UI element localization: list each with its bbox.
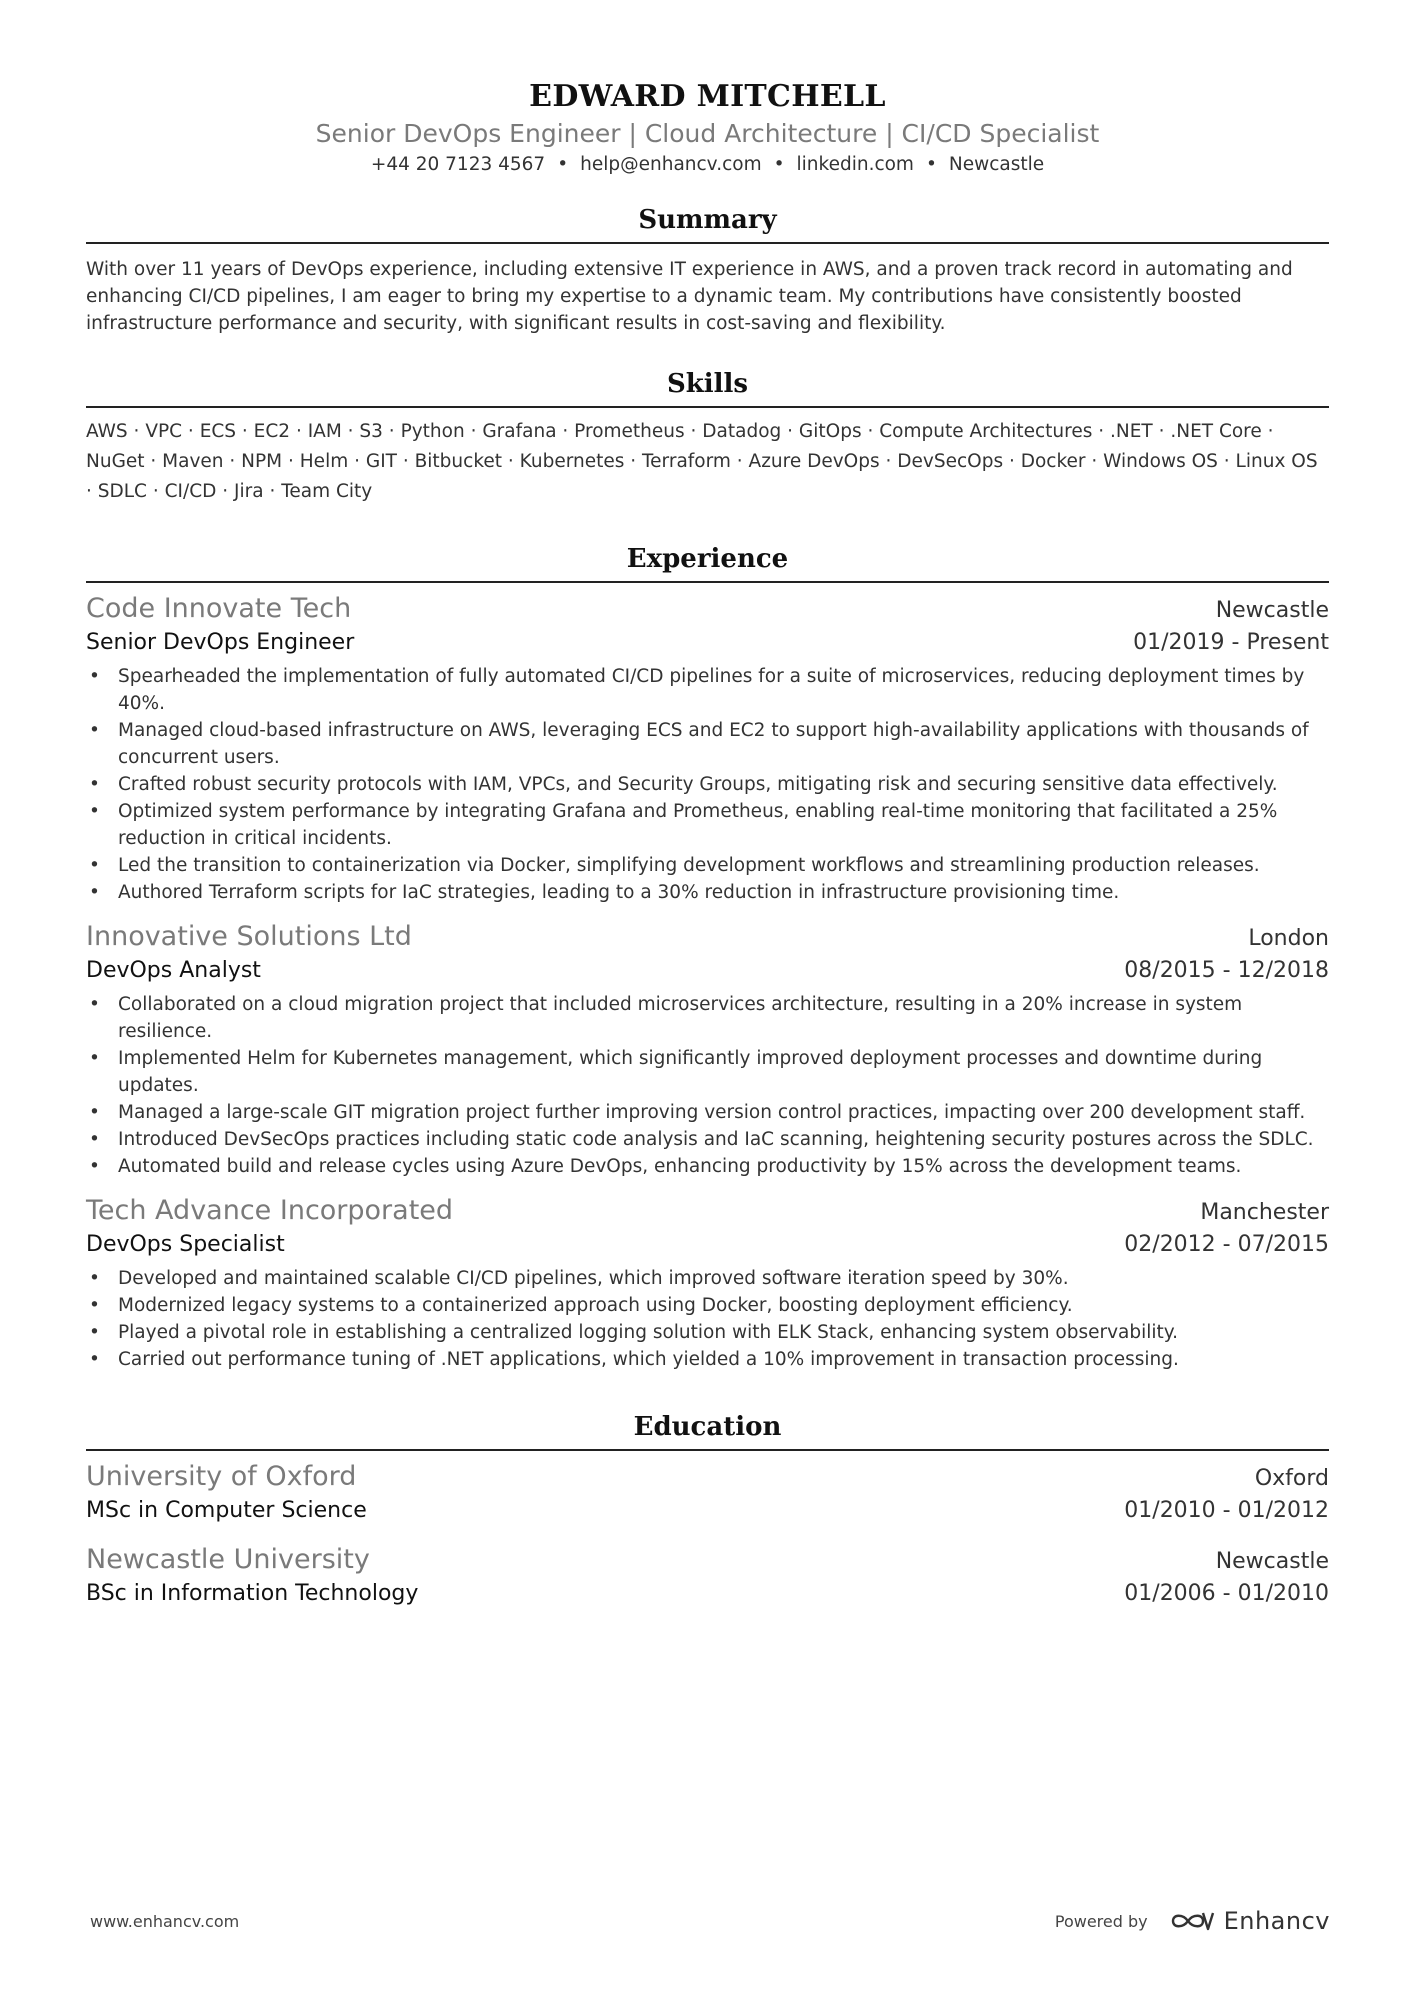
job-location: Newcastle	[1215, 598, 1329, 623]
bullet-icon: •	[89, 801, 100, 822]
list-item: • Led the transition to containerization via Docker, simplifying development workflows and streamlining production releases.	[86, 852, 1329, 879]
bullet-icon: •	[89, 1295, 100, 1316]
section-divider	[86, 581, 1329, 583]
experience-section	[86, 541, 1329, 1373]
job-location: Manchester	[1200, 1200, 1329, 1225]
separator-dot: •	[557, 154, 569, 175]
section-divider	[86, 1449, 1329, 1451]
job-title: DevOps Analyst	[86, 958, 261, 983]
summary-text: With over 11 years of DevOps experience, including extensive IT experience in AWS, and a proven track record in automating and enhancing CI/CD pipelines, I am eager to bring my expertise to a dynamic team. My contributions have consistently boosted infrastructure performance and security, with significant results in cost-saving and flexibility.	[86, 259, 1293, 334]
bullet-icon: •	[89, 1268, 100, 1289]
candidate-tagline: Senior DevOps Engineer | Cloud Architecture | CI/CD Specialist	[315, 119, 1100, 148]
powered-by-label: Powered by	[1054, 1911, 1148, 1931]
list-item: • Crafted robust security protocols with IAM, VPCs, and Security Groups, mitigating risk and securing sensitive data effectively.	[86, 771, 1329, 798]
section-title-education: Education	[633, 1412, 782, 1442]
bullet-icon: •	[89, 774, 100, 795]
school-name: University of Oxford	[86, 1461, 357, 1492]
bullet-icon: •	[89, 720, 100, 741]
skills-section	[86, 366, 1329, 507]
brand-logo[interactable]	[1170, 1907, 1330, 1935]
list-item: • Implemented Helm for Kubernetes management, which significantly improved deployment processes and downtime during updates.	[86, 1045, 1329, 1099]
location: Newcastle	[948, 154, 1045, 175]
list-item: • Managed a large-scale GIT migration project further improving version control practices, impacting over 200 development staff.	[86, 1099, 1329, 1126]
linkedin-link[interactable]: linkedin.com	[796, 154, 914, 175]
resume-header	[86, 0, 1329, 178]
list-item: • Collaborated on a cloud migration project that included microservices architecture, resulting in a 20% increase in system resilience.	[86, 991, 1329, 1045]
school-location: Oxford	[1254, 1466, 1329, 1491]
job-title: Senior DevOps Engineer	[86, 630, 355, 655]
footer-site-link[interactable]: www.enhancv.com	[90, 1911, 240, 1931]
bullet-icon: •	[89, 666, 100, 687]
skills-list: AWS · VPC · ECS · EC2 · IAM · S3 · Python · Grafana · Prometheus · Datadog · GitOps · Compute Architectures · .NET · .NET Core · NuGet · Maven · NPM · Helm · GIT · Bitbucket · Kubernetes · Terraform · Azure DevOps · DevSecOps · Docker · Windows OS · Linux OS · SDLC · CI/CD · Jira · Team City	[86, 421, 1318, 502]
education-entry	[86, 1459, 1329, 1527]
company-name: Innovative Solutions Ltd	[86, 921, 412, 952]
bullet-icon: •	[89, 1322, 100, 1343]
job-bullets	[86, 663, 1329, 906]
job-bullets	[86, 991, 1329, 1180]
bullet-icon: •	[89, 1102, 100, 1123]
experience-entry	[86, 1193, 1329, 1373]
job-dates: 02/2012 - 07/2015	[1124, 1232, 1329, 1257]
job-bullets	[86, 1265, 1329, 1373]
section-divider	[86, 406, 1329, 408]
section-title-experience: Experience	[626, 544, 789, 574]
experience-entry	[86, 919, 1329, 1180]
page-footer	[90, 1907, 1330, 1935]
enhancv-logo-icon	[1170, 1909, 1216, 1933]
list-item: • Authored Terraform scripts for IaC strategies, leading to a 30% reduction in infrastructure provisioning time.	[86, 879, 1329, 906]
list-item: • Automated build and release cycles using Azure DevOps, enhancing productivity by 15% across the development teams.	[86, 1153, 1329, 1180]
degree: BSc in Information Technology	[86, 1581, 419, 1606]
separator-dot: •	[773, 154, 785, 175]
contact-line	[86, 152, 1329, 178]
education-entry	[86, 1542, 1329, 1610]
brand-name: Enhancv	[1223, 1907, 1330, 1935]
list-item: • Managed cloud-based infrastructure on AWS, leveraging ECS and EC2 to support high-availability applications with thousands of concurrent users.	[86, 717, 1329, 771]
list-item: • Introduced DevSecOps practices including static code analysis and IaC scanning, heightening security postures across the SDLC.	[86, 1126, 1329, 1153]
list-item: • Spearheaded the implementation of fully automated CI/CD pipelines for a suite of microservices, reducing deployment times by 40%.	[86, 663, 1329, 717]
email[interactable]: help@enhancv.com	[580, 154, 762, 175]
resume-page	[86, 0, 1329, 1610]
bullet-icon: •	[89, 1156, 100, 1177]
list-item: • Played a pivotal role in establishing a centralized logging solution with ELK Stack, enhancing system observability.	[86, 1319, 1329, 1346]
list-item: • Optimized system performance by integrating Grafana and Prometheus, enabling real-time monitoring that facilitated a 25% reduction in critical incidents.	[86, 798, 1329, 852]
school-location: Newcastle	[1215, 1549, 1329, 1574]
education-dates: 01/2010 - 01/2012	[1124, 1498, 1329, 1523]
job-title: DevOps Specialist	[86, 1232, 285, 1257]
section-title-summary: Summary	[638, 205, 777, 235]
list-item: • Developed and maintained scalable CI/CD pipelines, which improved software iteration speed by 30%.	[86, 1265, 1329, 1292]
bullet-icon: •	[89, 994, 100, 1015]
summary-section	[86, 202, 1329, 337]
section-title-skills: Skills	[666, 369, 749, 399]
degree: MSc in Computer Science	[86, 1498, 367, 1523]
company-name: Tech Advance Incorporated	[86, 1195, 454, 1226]
separator-dot: •	[925, 154, 937, 175]
bullet-icon: •	[89, 882, 100, 903]
job-dates: 08/2015 - 12/2018	[1124, 958, 1329, 983]
job-location: London	[1248, 926, 1329, 951]
bullet-icon: •	[89, 855, 100, 876]
bullet-icon: •	[89, 1048, 100, 1069]
experience-entry	[86, 591, 1329, 906]
list-item: • Carried out performance tuning of .NET applications, which yielded a 10% improvement in transaction processing.	[86, 1346, 1329, 1373]
education-section	[86, 1409, 1329, 1610]
phone: +44 20 7123 4567	[370, 154, 546, 175]
section-divider	[86, 242, 1329, 244]
powered-by	[1055, 1907, 1330, 1935]
school-name: Newcastle University	[86, 1544, 370, 1575]
job-dates: 01/2019 - Present	[1133, 630, 1329, 655]
education-dates: 01/2006 - 01/2010	[1124, 1581, 1329, 1606]
list-item: • Modernized legacy systems to a containerized approach using Docker, boosting deployment efficiency.	[86, 1292, 1329, 1319]
candidate-name: EDWARD MITCHELL	[529, 79, 886, 114]
bullet-icon: •	[89, 1349, 100, 1370]
company-name: Code Innovate Tech	[86, 593, 352, 624]
bullet-icon: •	[89, 1129, 100, 1150]
